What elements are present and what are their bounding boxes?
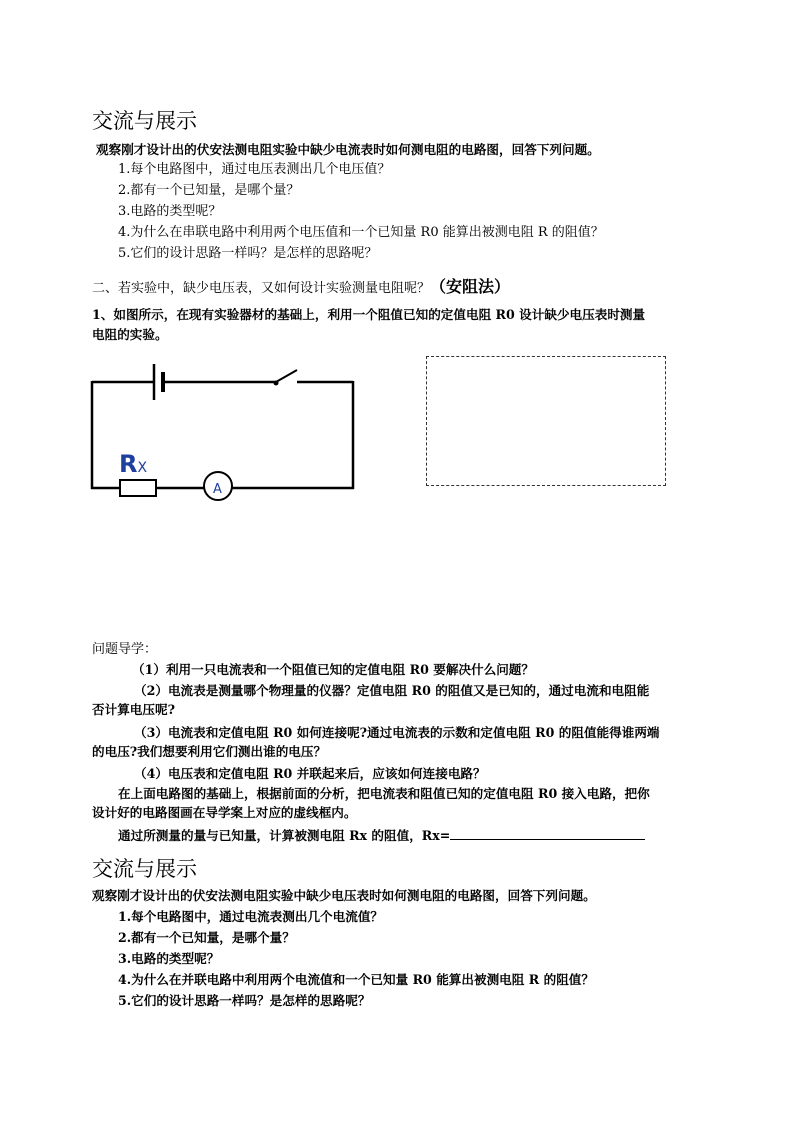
guide-question-2-line2: 否计算电压呢? (92, 702, 175, 717)
switch-arm (276, 370, 297, 382)
section1-question-3: 3.电路的类型呢？ (118, 204, 222, 219)
section3-question-3: 3.电路的类型呢？ (118, 951, 220, 966)
resistor-label (119, 450, 147, 478)
guide-question-4: （4）电压表和定值电阻 R0 并联起来后，应该如何连接电路？ (134, 766, 486, 781)
section3-question-4: 4.为什么在并联电路中利用两个电流值和一个已知量 R0 能算出被测电阻 R 的阻值？ (118, 972, 594, 987)
guide-question-3-line2: 的电压?我们想要利用它们测出谁的电压？ (92, 744, 327, 759)
section1-intro: 观察刚才设计出的伏安法测电阻实验中缺少电流表时如何测电阻的电路图，回答下列问题。 (96, 142, 600, 157)
section1-title: 交流与展示 (92, 109, 197, 133)
section2-heading-emphasis: （安阻法） (430, 277, 511, 296)
section1-question-2: 2.都有一个已知量，是哪个量？ (118, 183, 300, 198)
section1-question-5: 5.它们的设计思路一样吗？是怎样的思路呢？ (118, 246, 378, 261)
guide-title: 问题导学： (92, 642, 158, 657)
section2-heading-text: 二、若实验中，缺少电压表，又如何设计实验测量电阻呢？ (92, 281, 431, 296)
section2-item1-line1: 1、如图所示，在现有实验器材的基础上，利用一个阻值已知的定值电阻 R0 设计缺少电压表时测量 (92, 307, 646, 322)
section1-question-4: 4.为什么在串联电路中利用两个电压值和一个已知量 R0 能算出被测电阻 R 的阻值？ (118, 225, 604, 240)
guide-paragraph-2 (118, 827, 645, 845)
section3-question-1: 1.每个电路图中，通过电流表测出几个电流值？ (118, 909, 384, 924)
guide-paragraph-2-text: 通过所测量的量与已知量，计算被测电阻 Rx 的阻值，Rx= (118, 828, 451, 843)
resistor-rx (120, 480, 156, 496)
switch-contact (274, 381, 279, 386)
section3-question-5: 5.它们的设计思路一样吗？是怎样的思路呢？ (118, 993, 371, 1008)
rx-answer-blank[interactable] (450, 827, 645, 840)
section3-question-2: 2.都有一个已知量，是哪个量？ (118, 930, 295, 945)
guide-paragraph-1-line2: 设计好的电路图画在导学案上对应的虚线框内。 (92, 805, 357, 820)
guide-question-2-line1: （2）电流表是测量哪个物理量的仪器？定值电阻 R0 的阻值又是已知的，通过电流和电阻能 (134, 683, 650, 698)
guide-question-1: （1）利用一只电流表和一个阻值已知的定值电阻 R0 要解决什么问题？ (132, 662, 534, 677)
ammeter-symbol: A (213, 482, 222, 497)
resistor-label-main: R (119, 450, 138, 478)
section1-question-1: 1.每个电路图中，通过电压表测出几个电压值？ (118, 162, 391, 177)
guide-question-3-line1: （3）电流表和定值电阻 R0 如何连接呢?通过电流表的示数和定值电阻 R0 的阻值能得谁两端 (134, 725, 660, 740)
resistor-label-sub: X (137, 460, 148, 476)
section3-title: 交流与展示 (92, 857, 197, 881)
guide-paragraph-1-line1: 在上面电路图的基础上，根据前面的分析，把电流表和阻值已知的定值电阻 R0 接入电路，把你 (118, 786, 650, 801)
drawing-area-dashed-box[interactable] (426, 356, 666, 486)
section3-intro: 观察刚才设计出的伏安法测电阻实验中缺少电压表时如何测电阻的电路图，回答下列问题。 (92, 888, 596, 903)
section2-item1-line2: 电阻的实验。 (92, 327, 168, 342)
